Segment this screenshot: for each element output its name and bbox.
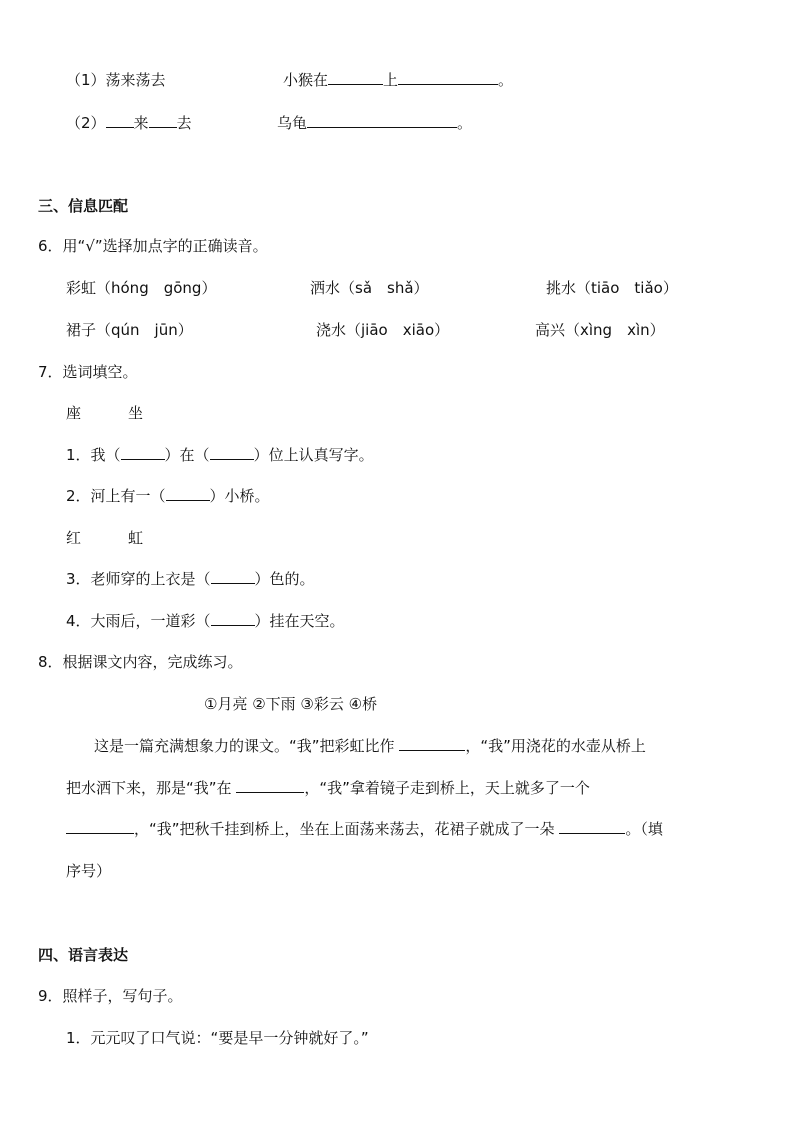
word-option: 坐: [128, 404, 144, 422]
word-option: 虹: [128, 529, 144, 547]
example-sentence: 1．元元叹了口气说：“要是早一分钟就好了。”: [66, 1029, 369, 1047]
blank[interactable]: [211, 569, 255, 584]
passage-line-1: [94, 736, 646, 756]
question-stem: 7．选词填空。: [38, 363, 138, 381]
word-option: 红: [66, 529, 82, 547]
q5-row1-text-a: 小猴在: [283, 71, 329, 89]
pinyin-choice[interactable]: 洒水（sǎ shǎ）: [310, 279, 429, 297]
pinyin-choice[interactable]: 挑水（tiāo tiǎo）: [546, 279, 678, 297]
sentence-text: ）色的。: [254, 570, 315, 588]
blank[interactable]: [121, 445, 165, 460]
q5-row2-text-a: 来: [133, 114, 149, 132]
section-title: 四、语言表达: [38, 946, 129, 964]
fill-sentence-2: [66, 486, 270, 506]
q5-row-2: [66, 113, 192, 133]
q5-row1-label: （1）荡来荡去: [66, 71, 166, 89]
q5-row-2-answer: [277, 113, 472, 133]
passage-text: ，“我”把秋千挂到桥上，坐在上面荡来荡去，花裙子就成了一朵: [134, 820, 555, 838]
sentence-text: ）挂在天空。: [254, 612, 345, 630]
blank[interactable]: [166, 486, 210, 501]
blank[interactable]: [66, 819, 134, 834]
blank[interactable]: [210, 445, 254, 460]
passage-text: ，“我”用浇花的水壶从桥上: [465, 737, 646, 755]
blank[interactable]: [149, 113, 177, 128]
passage-text: 这是一篇充满想象力的课文。“我”把彩虹比作: [94, 737, 395, 755]
sentence-text: 1．我（: [66, 446, 121, 464]
passage-text: ，“我”拿着镜子走到桥上，天上就多了一个: [304, 779, 590, 797]
sentence-text: ）在（: [164, 446, 210, 464]
q5-row1-end: 。: [498, 71, 514, 89]
pinyin-choice[interactable]: 裙子（qún jūn）: [66, 321, 193, 339]
blank[interactable]: [236, 778, 304, 793]
fill-sentence-4: [66, 611, 345, 631]
blank[interactable]: [328, 70, 383, 85]
q5-row2-label: （2）: [66, 114, 106, 132]
q5-row-1: [66, 70, 166, 90]
blank[interactable]: [398, 70, 498, 85]
question-stem: 8．根据课文内容，完成练习。: [38, 653, 243, 671]
question-stem: 9．照样子，写句子。: [38, 987, 183, 1005]
q5-row2-text-c: 乌龟: [277, 114, 308, 132]
fill-sentence-3: [66, 569, 315, 589]
q5-row-1-answer: [283, 70, 513, 90]
sentence-text: ）小桥。: [209, 487, 270, 505]
q5-row2-end: 。: [457, 114, 473, 132]
pinyin-choice[interactable]: 浇水（jiāo xiāo）: [316, 321, 450, 339]
pinyin-choice[interactable]: 彩虹（hóng gōng）: [66, 279, 217, 297]
passage-text: 。（填: [625, 820, 663, 838]
question-stem: 6．用“√”选择加点字的正确读音。: [38, 237, 268, 255]
sentence-text: 4．大雨后，一道彩（: [66, 612, 211, 630]
blank[interactable]: [307, 113, 457, 128]
blank[interactable]: [559, 819, 625, 834]
sentence-text: 2．河上有一（: [66, 487, 166, 505]
passage-line-3: [66, 819, 663, 839]
passage-line-2: [66, 778, 590, 798]
blank[interactable]: [211, 611, 255, 626]
fill-sentence-1: [66, 445, 374, 465]
pinyin-choice[interactable]: 高兴（xìng xìn）: [535, 321, 665, 339]
sentence-text: ）位上认真写字。: [253, 446, 374, 464]
passage-text: 把水洒下来，那是“我”在: [66, 779, 232, 797]
blank[interactable]: [399, 736, 465, 751]
option-list: ①月亮 ②下雨 ③彩云 ④桥: [204, 695, 378, 713]
word-option: 座: [66, 404, 82, 422]
blank[interactable]: [106, 113, 134, 128]
q5-row1-text-b: 上: [383, 71, 399, 89]
section-title: 三、信息匹配: [38, 197, 129, 215]
sentence-text: 3．老师穿的上衣是（: [66, 570, 211, 588]
q5-row2-text-b: 去: [176, 114, 192, 132]
passage-line-4: 序号）: [66, 862, 112, 880]
